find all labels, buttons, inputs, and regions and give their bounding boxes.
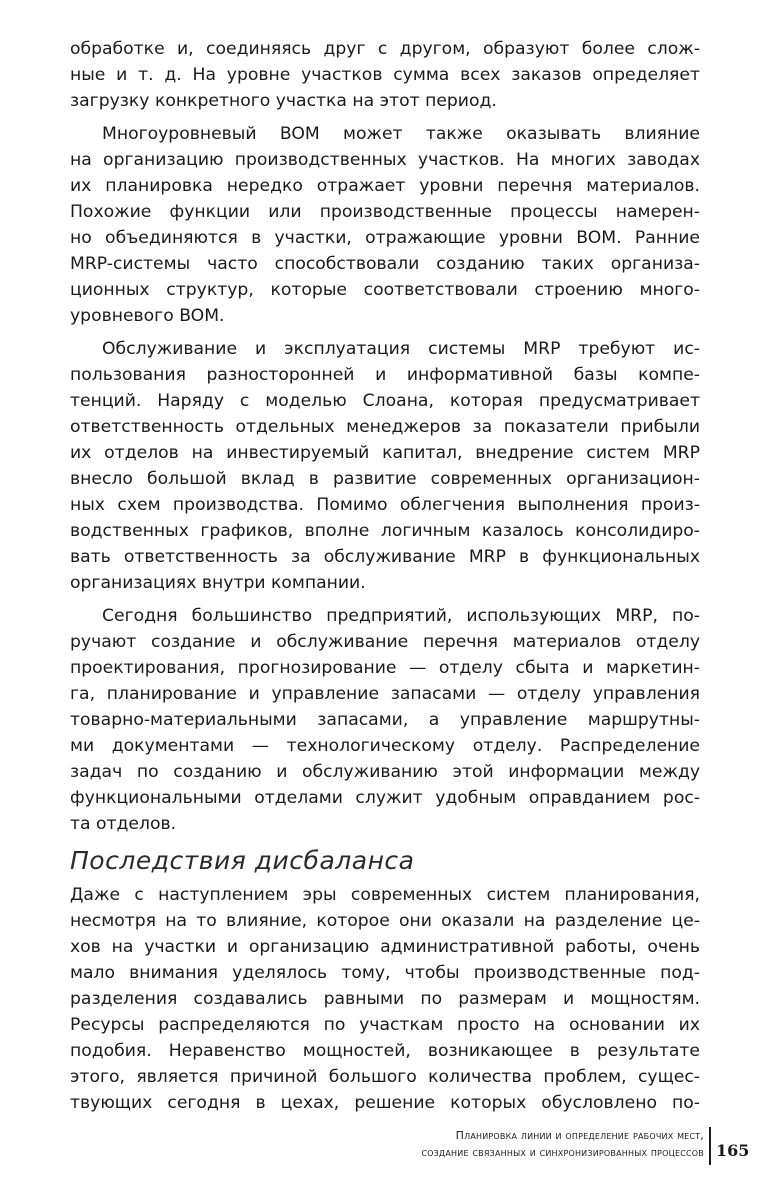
text-line: на организацию производственных участков. На многих заводах (70, 150, 700, 170)
footer-line-1: Планировка линии и определение рабочих мест, (455, 1129, 704, 1142)
text-line: ответственность отдельных менеджеров за показатели прибыли (70, 417, 700, 437)
text-line: ционных структур, которые соответствовали строению много- (70, 280, 700, 300)
running-footer (421, 1127, 704, 1161)
text-line: этого, является причиной большого количества проблем, сущес- (70, 1067, 700, 1087)
text-line: водственных графиков, вполне логичным казалось консолидиро- (70, 521, 700, 541)
text-line: Многоуровневый BOM может также оказывать влияние (102, 124, 700, 144)
text-line: пользования разносторонней и информативной базы компе- (70, 365, 700, 385)
text-line: та отделов. (70, 814, 177, 834)
body-text-top (70, 36, 700, 837)
text-line: но объединяются в участки, отражающие уровни BOM. Ранние (70, 228, 700, 248)
footer-divider (709, 1127, 711, 1165)
text-line: функциональными отделами служит удобным оправданием рос- (70, 788, 700, 808)
text-line: мало внимания уделялось тому, чтобы производственные под- (70, 963, 700, 983)
body-text-section (70, 882, 700, 1116)
text-line: обработке и, соединяясь друг с другом, образуют более слож- (70, 39, 700, 59)
text-line: тенций. Наряду с моделью Слоана, которая предусматривает (70, 391, 700, 411)
text-line: их отделов на инвестируемый капитал, внедрение систем MRP (70, 443, 700, 463)
text-line: разделения создавались равными по размерам и мощностям. (70, 989, 700, 1009)
footer-line-2: создание связанных и синхронизированных процессов (421, 1146, 704, 1159)
text-line: загрузку конкретного участка на этот период. (70, 91, 497, 111)
text-line: Обслуживание и эксплуатация системы MRP требуют ис- (102, 339, 700, 359)
text-line: проектирования, прогнозирование — отделу сбыта и маркетин- (70, 658, 700, 678)
text-line: твующих сегодня в цехах, решение которых обусловлено по- (70, 1093, 700, 1113)
text-line: ручают создание и обслуживание перечня материалов отделу (70, 632, 700, 652)
text-line: организациях внутри компании. (70, 573, 366, 593)
text-line: уровневого BOM. (70, 306, 225, 326)
text-line: ные и т. д. На уровне участков сумма всех заказов определяет (70, 65, 700, 85)
text-line: несмотря на то влияние, которое они оказали на разделение це- (70, 911, 700, 931)
text-line: Ресурсы распределяются по участкам просто на основании их (70, 1015, 700, 1035)
text-line: внесло большой вклад в развитие современных организацион- (70, 469, 700, 489)
text-line: подобия. Неравенство мощностей, возникающее в результате (70, 1041, 700, 1061)
text-line: MRP-системы часто способствовали созданию таких организа- (70, 254, 700, 274)
text-line: вать ответственность за обслуживание MRP в функциональных (70, 547, 700, 567)
text-line: га, планирование и управление запасами — отделу управления (70, 684, 700, 704)
text-line: задач по созданию и обслуживанию этой информации между (70, 762, 700, 782)
text-line: ми документами — технологическому отделу. Распределение (70, 736, 700, 756)
text-line: Сегодня большинство предприятий, использующих MRP, по- (102, 606, 700, 626)
text-line: ных схем производства. Помимо облегчения выполнения произ- (70, 495, 700, 515)
page-number: 165 (716, 1141, 750, 1160)
text-line: Похожие функции или производственные процессы намерен- (70, 202, 700, 222)
text-line: Даже с наступлением эры современных систем планирования, (70, 885, 700, 905)
text-line: хов на участки и организацию административной работы, очень (70, 937, 700, 957)
text-line: их планировка нередко отражает уровни перечня материалов. (70, 176, 700, 196)
text-line: товарно-материальными запасами, а управление маршрутны- (70, 710, 700, 730)
section-heading: Последствия дисбаланса (70, 846, 415, 875)
